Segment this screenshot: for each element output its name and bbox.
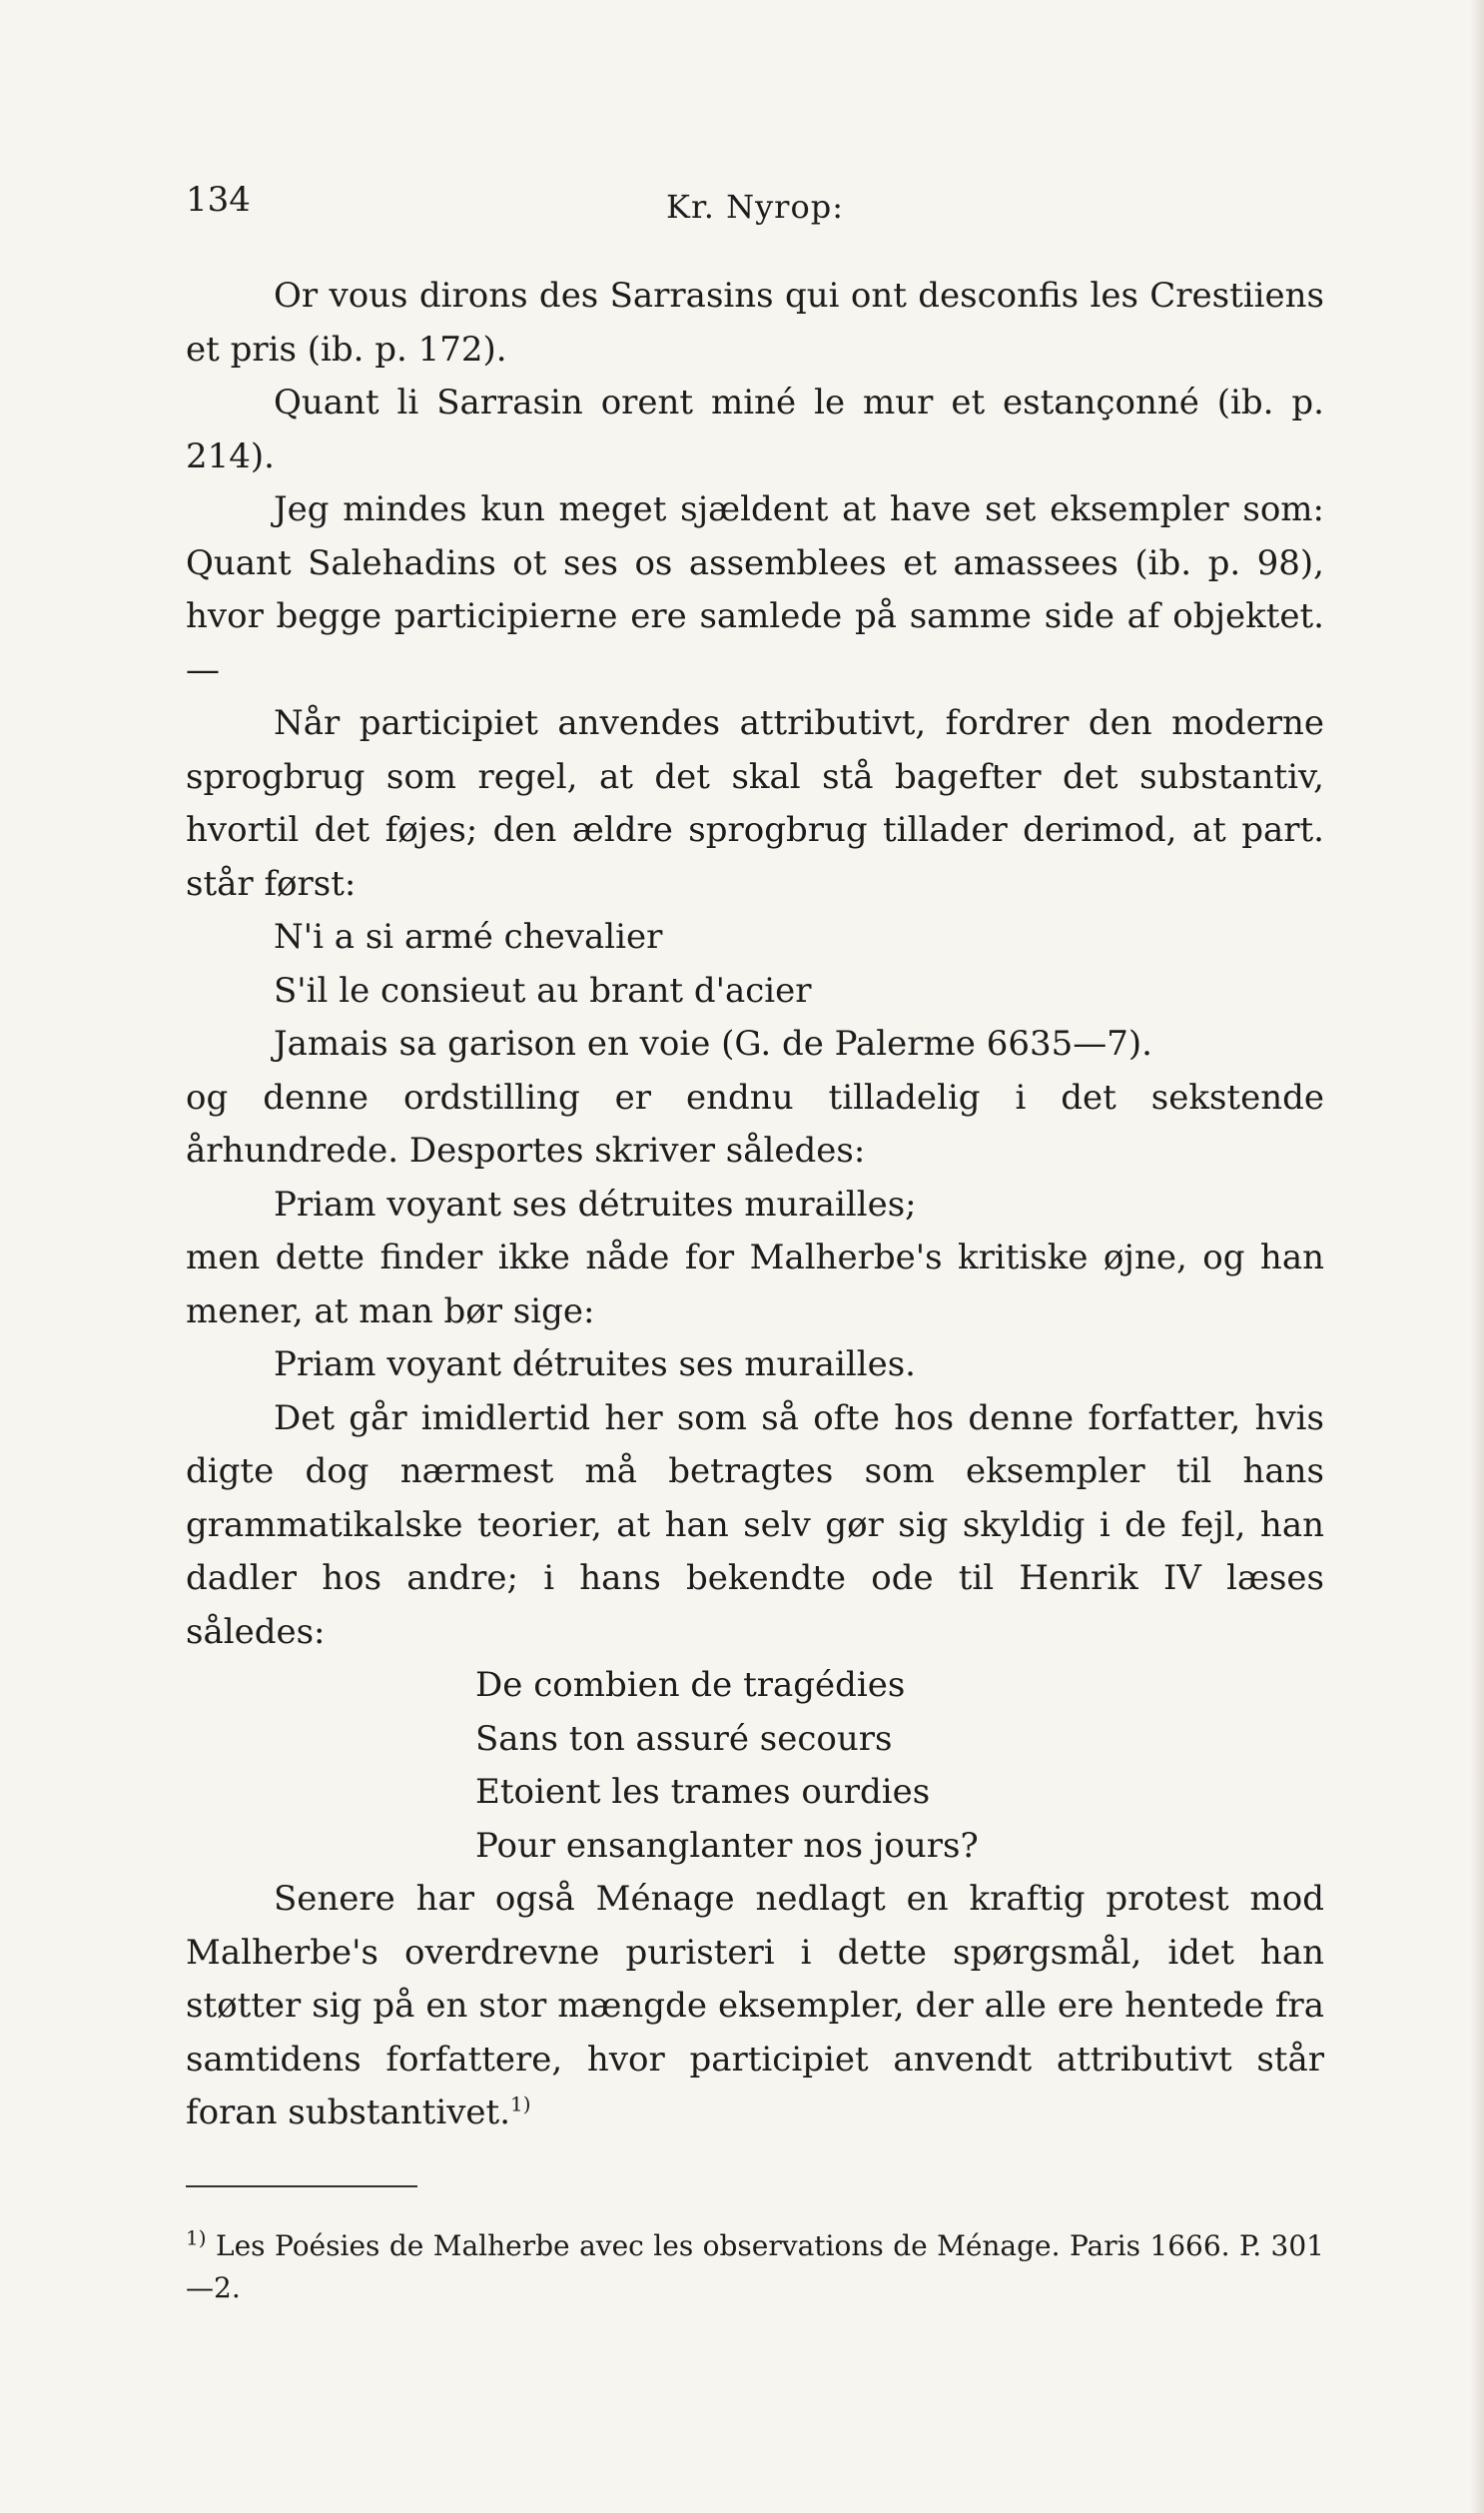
footnote-text: Les Poésies de Malherbe avec les observations de Ménage. Paris 1666. P. 301—2. — [186, 2228, 1325, 2304]
verse-line: Jamais sa garison en voie (G. de Palerme 6635—7). — [274, 1024, 1152, 1064]
paragraph: Quant li Sarrasin orent miné le mur et estançonné (ib. p. 214). — [186, 383, 1324, 476]
footnote-rule — [186, 2185, 417, 2187]
page-number: 134 — [186, 180, 251, 220]
verse-line: S'il le consieut au brant d'acier — [274, 970, 812, 1011]
footnote-marker: 1) — [186, 2225, 207, 2250]
book-page — [186, 170, 1324, 2337]
verse-line: Pour ensanglanter nos jours? — [475, 1825, 979, 1866]
paragraph: Når participiet anvendes attributivt, fordrer den moderne sprogbrug som regel, at det skal stå bagefter det substantiv, hvortil det føjes; den ældre sprogbrug tillader derimod, at part. står først: — [186, 703, 1324, 904]
page-header — [186, 170, 1324, 240]
verse-line: Etoient les trames ourdies — [475, 1772, 931, 1812]
footnote — [186, 2225, 1324, 2309]
paragraph: Det går imidlertid her som så ofte hos denne forfatter, hvis digte dog nærmest må betragtes som eksempler til hans grammatikalske teorier, at han selv gør sig skyldig i de fejl, han dadler hos andre; i hans bekendte ode til Henrik IV læses således: — [186, 1397, 1324, 1652]
paragraph-text: Senere har også Ménage nedlagt en kraftig protest mod Malherbe's overdrevne puristeri i dette spørgsmål, idet han støtter sig på en stor mængde eksempler, der alle ere hentede fra samtidens forfattere, hvor participiet anvendt attributivt står foran substantivet. — [186, 1879, 1324, 2132]
verse-line: N'i a si armé chevalier — [274, 917, 663, 957]
paragraph: og denne ordstilling er endnu tilladelig i det sekstende århundrede. Desportes skriver således: — [186, 1077, 1324, 1171]
paragraph: Jeg mindes kun meget sjældent at have set eksempler som: Quant Salehadins ot ses os assemblees et amassees (ib. p. 98), hvor begge participierne ere samlede på samme side af objektet. — — [186, 489, 1324, 690]
paragraph: Or vous dirons des Sarrasins qui ont desconfis les Crestiiens et pris (ib. p. 172). — [186, 276, 1324, 370]
verse-line: Priam voyant ses détruites murailles; — [274, 1184, 917, 1225]
paragraph: men dette finder ikke nåde for Malherbe's kritiske øjne, og han mener, at man bør sige: — [186, 1238, 1324, 1331]
paragraph — [186, 1873, 1324, 2140]
page-edge-shadow — [1470, 0, 1484, 2513]
verse-line: De combien de tragédies — [475, 1665, 906, 1705]
running-head: Kr. Nyrop: — [666, 188, 844, 226]
body-text — [186, 270, 1324, 2140]
verse-line: Priam voyant détruites ses murailles. — [274, 1344, 916, 1384]
footnote-reference: 1) — [510, 2092, 531, 2116]
verse-line: Sans ton assuré secours — [475, 1718, 893, 1759]
